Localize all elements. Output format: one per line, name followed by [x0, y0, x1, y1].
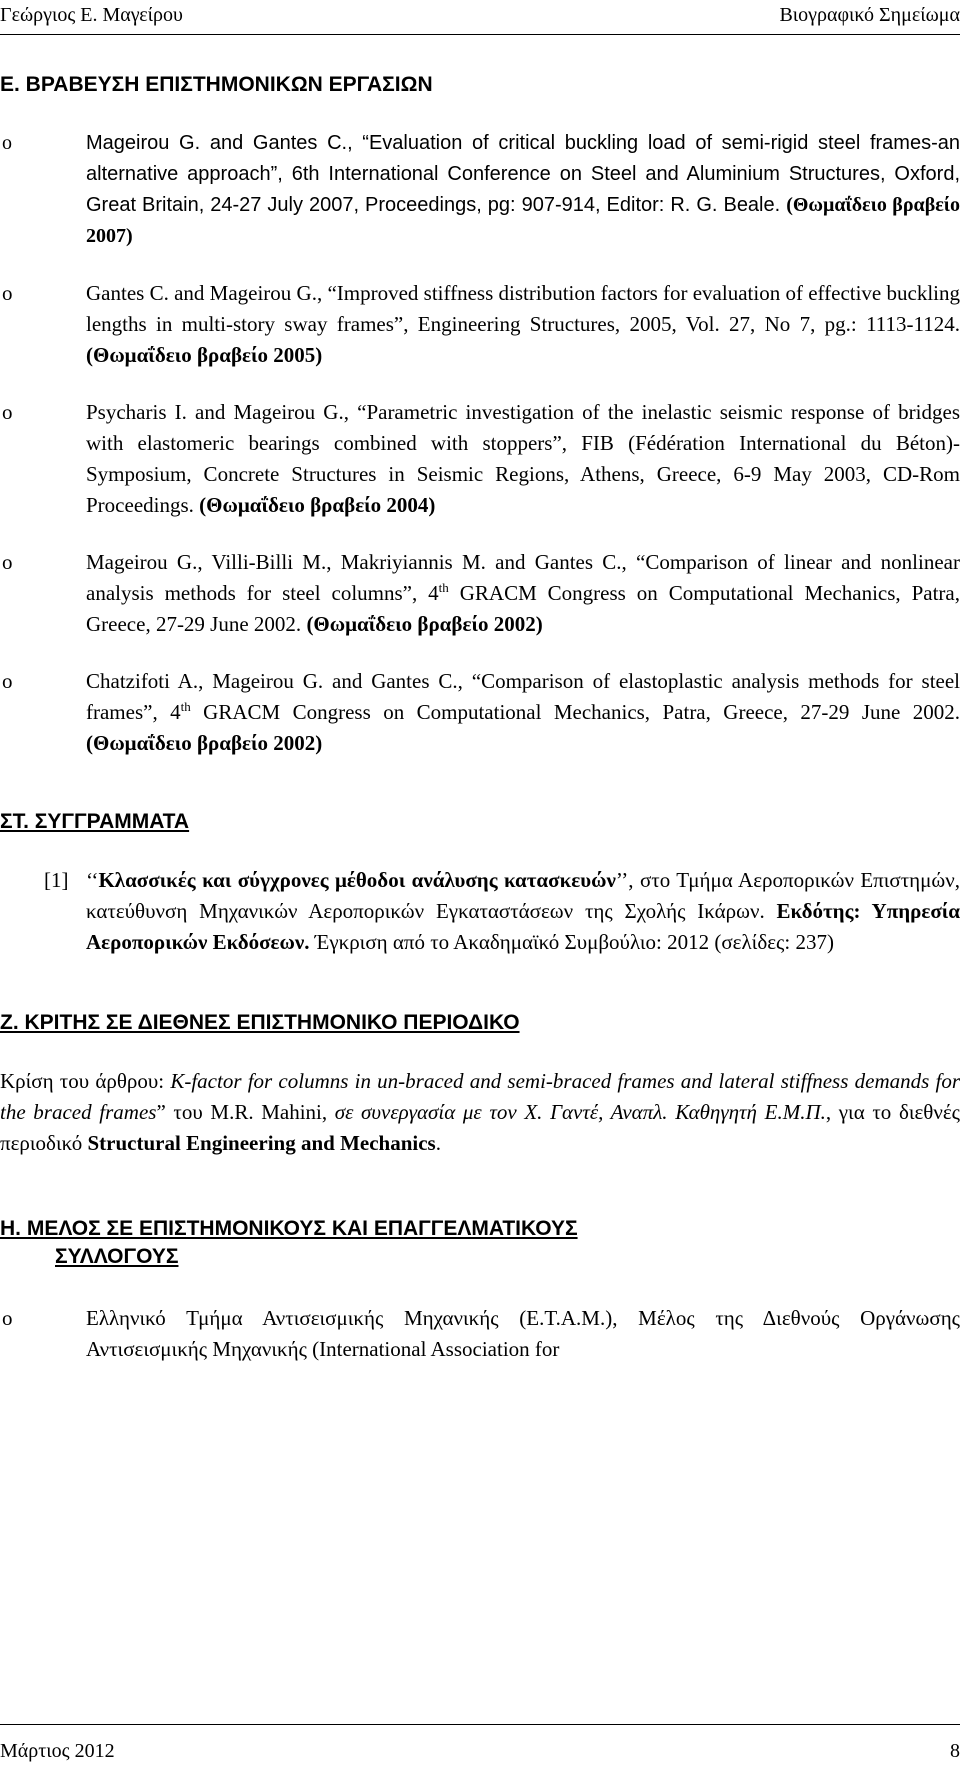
bullet-marker: o: [2, 132, 12, 154]
header-rule: [0, 34, 960, 35]
section-h-title-line2: ΣΥΛΛΟΓΟΥΣ: [55, 1245, 179, 1268]
review-lead: Κρίση του άρθρου:: [0, 1069, 171, 1093]
footer-rule: [0, 1724, 960, 1725]
book-entry: [0, 865, 960, 958]
review-article: K-factor for columns in un-braced and semi-braced frames and lateral stiffness demands for the braced frames: [0, 1069, 960, 1124]
award-label: (Θωμαΐδειο βραβείο 2002): [86, 731, 323, 755]
page-footer: [0, 1724, 960, 1764]
section-e-title: Ε. ΒΡΑΒΕΥΣΗ ΕΠΙΣΤΗΜΟΝΙΚΩΝ ΕΡΓΑΣΙΩΝ: [0, 73, 433, 96]
book-publisher: Εκδότης: Υπηρεσία Αεροπορικών Εκδόσεων.: [86, 899, 960, 954]
list-item: [0, 547, 960, 640]
award-label: (Θωμαΐδειο βραβείο 2002): [306, 612, 543, 636]
header-doc-title: Βιογραφικό Σημείωμα: [779, 4, 960, 26]
review-journal: Structural Engineering and Mechanics: [87, 1131, 436, 1155]
publication-text-cont: GRACM Congress on Computational Mechanics, Patra, Greece, 27-29 June 2002.: [86, 581, 960, 636]
section-z-title: Ζ. ΚΡΙΤΗΣ ΣΕ ΔΙΕΘΝΕΣ ΕΠΙΣΤΗΜΟΝΙΚΟ ΠΕΡΙΟΔΙΚΟ: [0, 1011, 520, 1034]
page-number: 8: [950, 1740, 960, 1762]
section-st-title: ΣΤ. ΣΥΓΓΡΑΜΜΑΤΑ: [0, 810, 190, 833]
page-content: [0, 72, 960, 1397]
review-end: .: [435, 1131, 441, 1155]
list-item: [0, 1303, 960, 1365]
publication-text: Chatzifoti A., Mageirou G. and Gantes C., “Comparison of elastoplastic analysis methods for steel frames”, 4: [86, 669, 960, 724]
open-quote: ‘‘: [86, 868, 99, 892]
footer-date: Μάρτιος 2012: [0, 1740, 115, 1762]
list-item: [0, 666, 960, 759]
publication-text-cont: GRACM Congress on Computational Mechanics, Patra, Greece, 27-29 June 2002.: [190, 700, 960, 724]
award-label: (Θωμαΐδειο βραβείο 2005): [86, 343, 323, 367]
section-h-title: [0, 1215, 960, 1271]
header-author: Γεώργιος Ε. Μαγείρου: [0, 4, 183, 26]
ordinal-superscript: th: [438, 580, 449, 595]
awards-list: [0, 128, 960, 759]
bullet-marker: o: [2, 1306, 13, 1330]
list-item: [0, 128, 960, 252]
publication-text: Psycharis I. and Mageirou G., “Parametric investigation of the inelastic seismic response of bridges with elastomeric bearings combined with stoppers”, FIB (Fédération International du Béton)-Symposium, Concrete Structures in Seismic Regions, Athens, Greece, 6-9 May 2003, CD-Rom Proceedings.: [86, 400, 960, 517]
award-label: (Θωμαΐδειο βραβείο 2007): [86, 194, 960, 247]
publication-text: Mageirou G., Villi-Billi M., Makriyiannis M. and Gantes C., “Comparison of linear and nonlinear analysis methods for steel columns”, 4: [86, 550, 960, 605]
publication-text: Mageirou G. and Gantes C., “Evaluation of critical buckling load of semi-rigid steel frames-an alternative approach”, 6th International Conference on Steel and Aluminium Structures, Oxford, Great Britain, 24-27 July 2007, Proceedings, pg: 907-914, Editor: R. G. Beale.: [86, 132, 960, 216]
bullet-marker: o: [2, 669, 13, 693]
review-collaboration: σε συνεργασία με τον Χ. Γαντέ, Αναπλ. Καθηγητή Ε.Μ.Π.: [334, 1100, 826, 1124]
page-header: [0, 2, 960, 32]
reviewer-paragraph: [0, 1066, 960, 1159]
book-details: , στο Τμήμα Αεροπορικών Επιστημών, κατεύθυνση Μηχανικών Αεροπορικών Εγκαταστάσεων της Σχολής Ικάρων.: [86, 868, 960, 923]
membership-list: [0, 1303, 960, 1365]
review-journal-lead: , για το διεθνές περιοδικό: [0, 1100, 960, 1155]
review-author: ” του M.R. Mahini,: [156, 1100, 335, 1124]
book-approval: Έγκριση από το Ακαδημαϊκό Συμβούλιο: 2012 (σελίδες: 237): [309, 930, 834, 954]
bullet-marker: o: [2, 550, 13, 574]
section-h-title-line1: Η. ΜΕΛΟΣ ΣΕ ΕΠΙΣΤΗΜΟΝΙΚΟΥΣ ΚΑΙ ΕΠΑΓΓΕΛΜΑΤΙΚΟΥΣ: [0, 1217, 578, 1240]
award-label: (Θωμαΐδειο βραβείο 2004): [199, 493, 436, 517]
list-item: [0, 397, 960, 521]
close-quote: ’’: [615, 868, 629, 892]
list-item: [0, 278, 960, 371]
ordinal-superscript: th: [180, 699, 191, 714]
membership-text: Ελληνικό Τμήμα Αντισεισμικής Μηχανικής (Ε.Τ.Α.Μ.), Μέλος της Διεθνούς Οργάνωσης Αντισεισμικής Μηχανικής (International Association for: [86, 1306, 960, 1361]
bullet-marker: o: [2, 400, 13, 424]
book-number: [1]: [44, 868, 69, 892]
publication-text: Gantes C. and Mageirou G., “Improved stiffness distribution factors for evaluation of effective buckling lengths in multi-story sway frames”, Engineering Structures, 2005, Vol. 27, No 7, pg.: 1113-1124.: [86, 281, 960, 336]
book-title: Κλασσικές και σύγχρονες μέθοδοι ανάλυσης κατασκευών: [98, 868, 616, 892]
bullet-marker: o: [2, 281, 13, 305]
